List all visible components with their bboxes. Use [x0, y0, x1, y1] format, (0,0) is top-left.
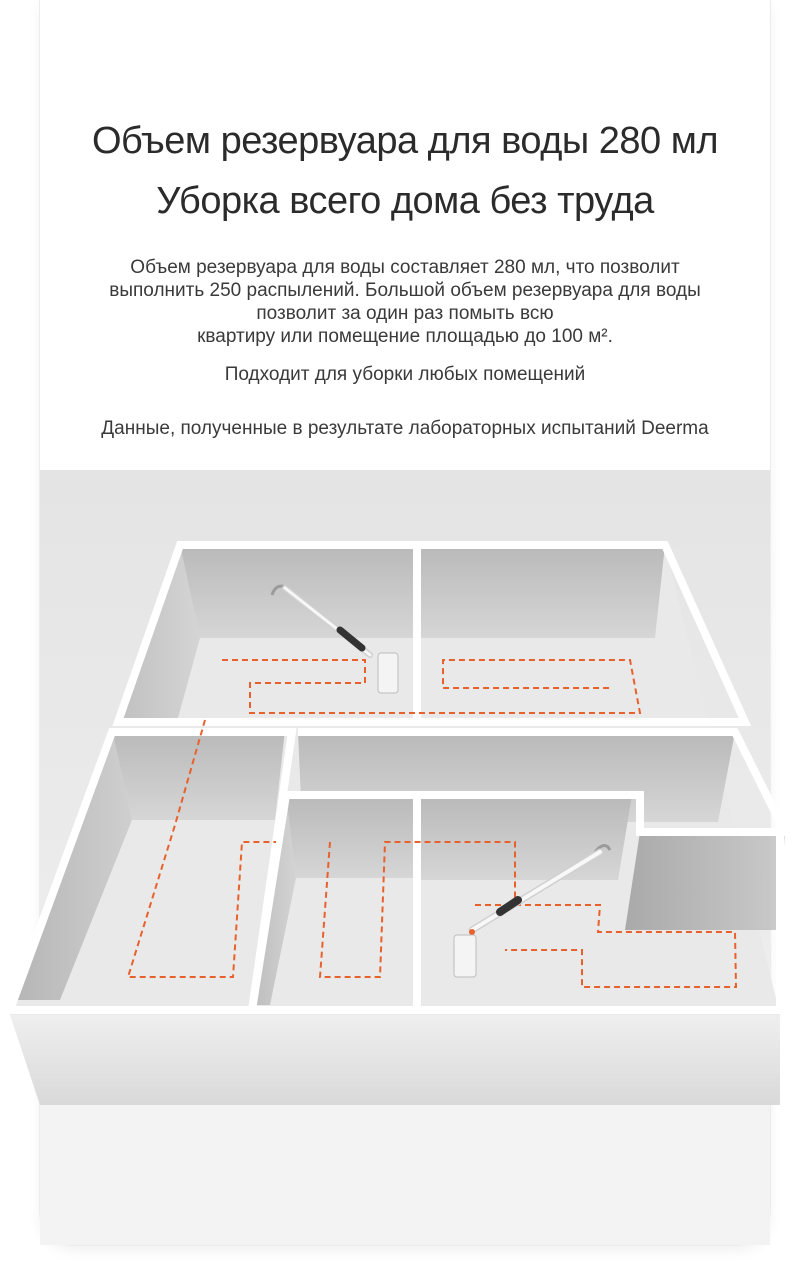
description [60, 256, 750, 348]
house-base-front [10, 1015, 780, 1105]
headline-line-2: Уборка всего дома без труда [156, 180, 654, 222]
description-line: Объем резервуара для воды составляет 280 мл, что позволит [130, 257, 680, 278]
lab-data-note: Данные, полученные в результате лабораторных испытаний Deerma [101, 418, 709, 439]
description-line: выполнить 250 распылений. Большой объем резервуара для воды [109, 280, 701, 301]
suitability-note: Подходит для уборки любых помещений [224, 364, 586, 385]
apartment-floorplan-illustration [0, 470, 810, 1263]
description-line: квартиру или помещение площадью до 100 м². [197, 326, 613, 347]
base-shadow [40, 1105, 770, 1245]
room-wall [420, 795, 632, 880]
room-wall [625, 832, 785, 930]
room-wall [286, 795, 414, 878]
room-wall [180, 545, 415, 638]
headline-line-1: Объем резервуара для воды 280 мл [91, 120, 719, 162]
room-wall [420, 545, 665, 638]
description-line: позволит за один раз помыть всю [256, 303, 554, 324]
